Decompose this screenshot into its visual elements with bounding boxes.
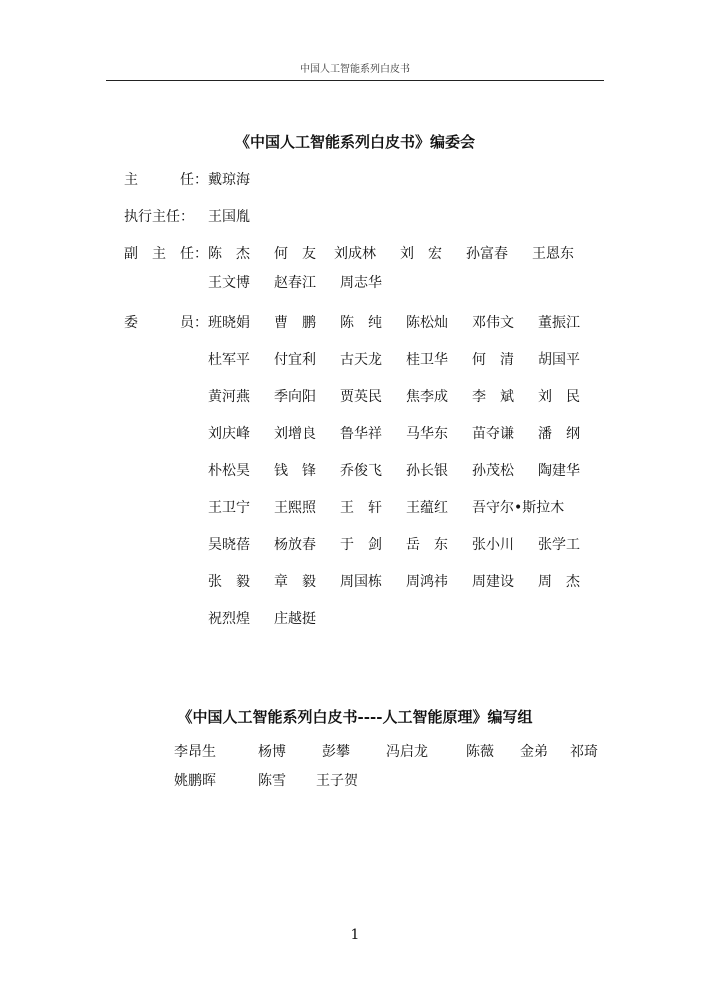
member-name: 胡国平 [538, 352, 580, 368]
member-name: 孙茂松 [472, 463, 514, 479]
vice-chair-label-char: 主 [152, 246, 166, 262]
writer-name: 杨博 [258, 744, 286, 760]
members-row [208, 609, 596, 646]
member-name: 孙长银 [406, 463, 448, 479]
members-row [208, 572, 596, 609]
chair-name: 戴琼海 [208, 172, 250, 188]
page-number: 1 [350, 927, 360, 943]
member-name: 张 毅 [208, 574, 250, 590]
members-row [208, 350, 596, 387]
chair-label-char: 主 [124, 172, 138, 188]
member-name: 王 轩 [340, 500, 382, 516]
writer-row [174, 771, 358, 791]
member-name: 周 杰 [538, 574, 580, 590]
vice-chair-label [124, 244, 208, 264]
members-row [208, 424, 596, 461]
member-name: 何 清 [472, 352, 514, 368]
member-name: 吾守尔•斯拉木 [472, 500, 565, 516]
running-header: 中国人工智能系列白皮书 [300, 64, 410, 75]
member-name: 钱 锋 [274, 463, 316, 479]
member-name: 董振江 [538, 315, 580, 331]
members-label-char: 员： [180, 315, 208, 331]
member-name: 陈松灿 [406, 315, 448, 331]
members-row [208, 461, 596, 498]
member-name: 朴松昊 [208, 463, 250, 479]
member-name: 苗夺谦 [472, 426, 514, 442]
vice-chair-name: 王恩东 [532, 246, 574, 262]
chair-label [124, 170, 208, 190]
member-name: 张小川 [472, 537, 514, 553]
member-name: 陶建华 [538, 463, 580, 479]
writer-name: 陈雪 [258, 773, 286, 789]
writer-name: 彭攀 [322, 744, 350, 760]
member-name: 周国栋 [340, 574, 382, 590]
member-name: 班晓娟 [208, 315, 250, 331]
member-name: 焦李成 [406, 389, 448, 405]
member-name: 马华东 [406, 426, 448, 442]
members-label-char: 委 [124, 315, 138, 331]
executive-chair-label: 执行主任： [124, 209, 194, 225]
members-row [208, 535, 596, 572]
executive-chair-name: 王国胤 [208, 209, 250, 225]
members-row [208, 498, 596, 535]
member-name: 李 斌 [472, 389, 514, 405]
chair-label-char: 任： [180, 172, 208, 188]
member-name: 杜军平 [208, 352, 250, 368]
member-name: 曹 鹏 [274, 315, 316, 331]
member-name: 王蕴红 [406, 500, 448, 516]
member-name: 桂卫华 [406, 352, 448, 368]
member-name: 潘 纲 [538, 426, 580, 442]
vice-chair-name: 孙富春 [466, 246, 508, 262]
member-name: 邓伟文 [472, 315, 514, 331]
members-grid [208, 313, 596, 646]
vice-chair-name: 刘 宏 [400, 246, 442, 262]
writer-name: 李昂生 [174, 744, 216, 760]
writer-name: 金弟 [520, 744, 548, 760]
vice-chair-row [208, 244, 598, 264]
vice-chair-name: 何 友 [274, 246, 316, 262]
vice-chair-name: 陈 杰 [208, 246, 250, 262]
member-name: 贾英民 [340, 389, 382, 405]
writer-row [174, 742, 598, 762]
member-name: 陈 纯 [340, 315, 382, 331]
member-name: 王熙照 [274, 500, 316, 516]
vice-chair-name: 王文博 [208, 275, 250, 291]
member-name: 刘 民 [538, 389, 580, 405]
vice-chair-label-char: 副 [124, 246, 138, 262]
member-name: 王卫宁 [208, 500, 250, 516]
vice-chair-row [208, 273, 406, 293]
member-name: 乔俊飞 [340, 463, 382, 479]
members-row [208, 387, 596, 424]
member-name: 季向阳 [274, 389, 316, 405]
writer-name: 王子贺 [316, 773, 358, 789]
vice-chair-name: 周志华 [340, 275, 382, 291]
members-row [208, 313, 596, 350]
member-name: 岳 东 [406, 537, 448, 553]
member-name: 于 剑 [340, 537, 382, 553]
member-name: 吴晓蓓 [208, 537, 250, 553]
member-name: 章 毅 [274, 574, 316, 590]
writer-name: 陈薇 [466, 744, 494, 760]
member-name: 杨放春 [274, 537, 316, 553]
member-name: 周鸿祎 [406, 574, 448, 590]
committee-title: 《中国人工智能系列白皮书》编委会 [234, 133, 475, 151]
member-name: 古天龙 [340, 352, 382, 368]
writer-name: 冯启龙 [386, 744, 428, 760]
member-name: 付宜利 [274, 352, 316, 368]
vice-chair-name: 赵春江 [274, 275, 316, 291]
member-name: 黄河燕 [208, 389, 250, 405]
member-name: 刘庆峰 [208, 426, 250, 442]
member-name: 鲁华祥 [340, 426, 382, 442]
member-name: 庄越挺 [274, 611, 316, 627]
members-label [124, 313, 208, 333]
vice-chair-label-char: 任： [180, 246, 208, 262]
writing-group-title: 《中国人工智能系列白皮书----人工智能原理》编写组 [177, 708, 533, 726]
member-name: 张学工 [538, 537, 580, 553]
writer-name: 祁琦 [570, 744, 598, 760]
member-name: 刘增良 [274, 426, 316, 442]
header-rule [106, 80, 604, 81]
member-name: 周建设 [472, 574, 514, 590]
member-name: 祝烈煌 [208, 611, 250, 627]
writer-name: 姚鹏晖 [174, 773, 216, 789]
vice-chair-name: 刘成林 [334, 246, 376, 262]
